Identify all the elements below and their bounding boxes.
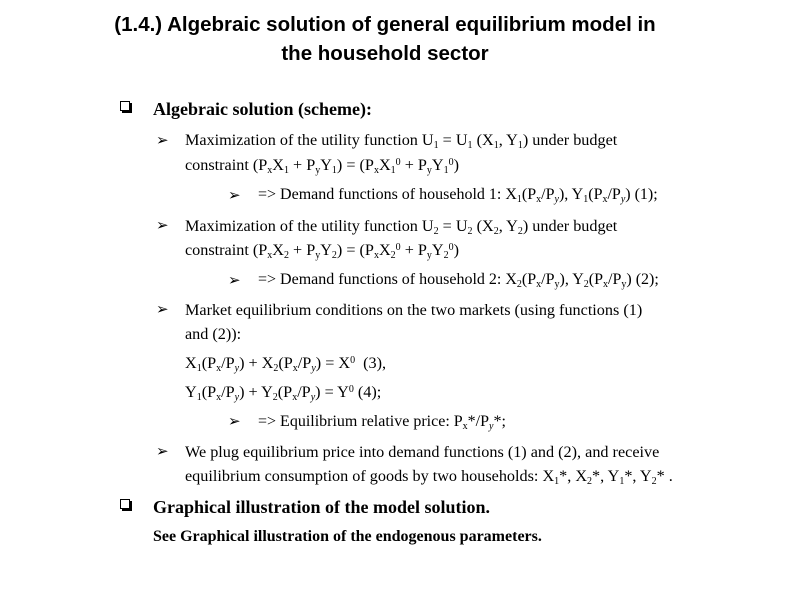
demand-functions-household-2: => Demand functions of household 2: $X_2(P_x/P_y)$, $Y_2(P_x/P_y)$ (2); — [258, 271, 659, 290]
arrow-bullet-icon: ➢ — [156, 442, 169, 460]
square-bullet-icon — [120, 101, 130, 111]
maximization-2-line-1: Maximization of the utility function $U_2 = U_2$ ($X_2$, $Y_2$) under budget — [185, 217, 618, 237]
equation-3: $X_1(P_x/P_y) + X_2(P_x/P_y) = X^0$ (3), — [185, 354, 387, 374]
plug-price-line-2: equilibrium consumption of goods by two households: $X_1*$, $X_2*$, $Y_1*$, $Y_2*$ . — [185, 467, 673, 487]
equation-4: $Y_1(P_x/P_y) + Y_2(P_x/P_y) = Y^0$ (4); — [185, 383, 382, 403]
plug-price-line-1: We plug equilibrium price into demand functions (1) and (2), and receive — [185, 443, 660, 461]
maximization-1-line-2: constraint $(P_xX_1 + P_yY_1) = (P_xX_1^0 + P_yY_1^0)$ — [185, 156, 459, 176]
market-equilibrium-line-2: and (2)): — [185, 325, 242, 343]
arrow-bullet-icon: ➢ — [156, 300, 169, 318]
equilibrium-relative-price: => Equilibrium relative price: $P_x*/P_y*$; — [258, 413, 506, 432]
market-equilibrium-line-1: Market equilibrium conditions on the two markets (using functions (1) — [185, 301, 643, 319]
item-algebraic-solution: Algebraic solution (scheme): — [153, 99, 372, 119]
maximization-2-line-2: constraint $(P_xX_2 + P_yY_2) = (P_xX_2^0 + P_yY_2^0)$ — [185, 241, 459, 261]
maximization-1-line-1: Maximization of the utility function $U_1 = U_1$ ($X_1$, $Y_1$) under budget — [185, 131, 618, 151]
item-graphical-illustration: Graphical illustration of the model solution. — [153, 497, 491, 517]
slide-title-line-1: (1.4.) Algebraic solution of general equilibrium model in — [114, 13, 656, 36]
square-bullet-icon — [120, 499, 130, 509]
arrow-bullet-icon: ➢ — [156, 216, 169, 234]
arrow-bullet-icon: ➢ — [156, 131, 169, 149]
arrow-bullet-icon: ➢ — [228, 186, 241, 204]
arrow-bullet-icon: ➢ — [228, 271, 241, 289]
see-graphical-illustration-note: See Graphical illustration of the endogenous parameters. — [153, 528, 542, 545]
demand-functions-household-1: => Demand functions of household 1: $X_1(P_x/P_y)$, $Y_1(P_x/P_y)$ (1); — [258, 186, 658, 205]
arrow-bullet-icon: ➢ — [228, 412, 241, 430]
slide-title — [60, 10, 710, 68]
slide-title-line-2: the household sector — [281, 42, 489, 65]
